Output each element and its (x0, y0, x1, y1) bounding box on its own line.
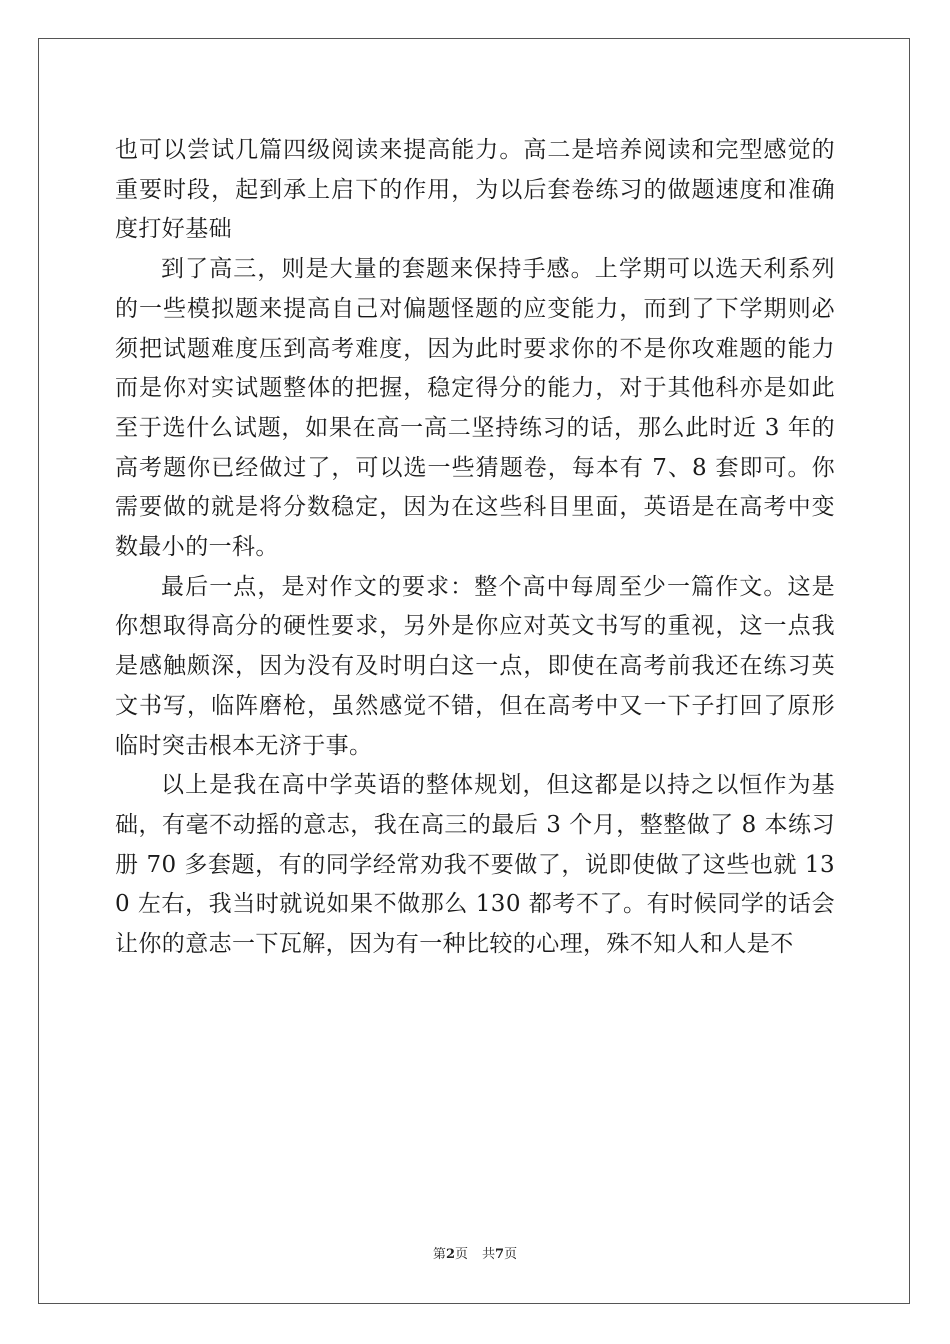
page-label-unit: 页 (454, 1247, 468, 1262)
paragraph: 最后一点，是对作文的要求：整个高中每周至少一篇作文。这是你想取得高分的硬性要求，另外是你应对英文书写的重视，这一点我是感触颇深，因为没有及时明白这一点，即使在高考前我还在练习英文书写，临阵磨枪，虽然感觉不错，但在高考中又一下子打回了原形临时突击根本无济于事。 (115, 573, 835, 759)
total-label-unit: 页 (504, 1247, 518, 1262)
paragraph: 也可以尝试几篇四级阅读来提高能力。高二是培养阅读和完型感觉的重要时段，起到承上启下的作用，为以后套卷练习的做题速度和准确度打好基础 (115, 137, 835, 243)
total-label-prefix: 共 (482, 1247, 496, 1262)
current-page-number: 2 (445, 1247, 455, 1262)
paragraph: 以上是我在高中学英语的整体规划，但这都是以持之以恒作为基础，有毫不动摇的意志，我在高三的最后 3 个月，整整做了 8 本练习册 70 多套题，有的同学经常劝我不要做了，说即使做了这些也就 130 左右，我当时就说如果不做那么 130 都考不了。有时候同学的话会让你的意志一下瓦解，因为有一种比较的心理，殊不知人和人是不 (115, 772, 835, 958)
paragraph: 到了高三，则是大量的套题来保持手感。上学期可以选天利系列的一些模拟题来提高自己对偏题怪题的应变能力，而到了下学期则必须把试题难度压到高考难度，因为此时要求你的不是你攻难题的能力而是你对实试题整体的把握，稳定得分的能力，对于其他科亦是如此至于选什么试题，如果在高一高二坚持练习的话，那么此时近 3 年的高考题你已经做过了，可以选一些猜题卷，每本有 7、8 套即可。你需要做的就是将分数稳定，因为在这些科目里面，英语是在高考中变数最小的一科。 (115, 256, 835, 561)
document-body (115, 131, 835, 965)
page-label-prefix: 第 (432, 1247, 446, 1262)
total-page-number: 7 (495, 1247, 505, 1262)
page-footer (0, 1247, 950, 1263)
